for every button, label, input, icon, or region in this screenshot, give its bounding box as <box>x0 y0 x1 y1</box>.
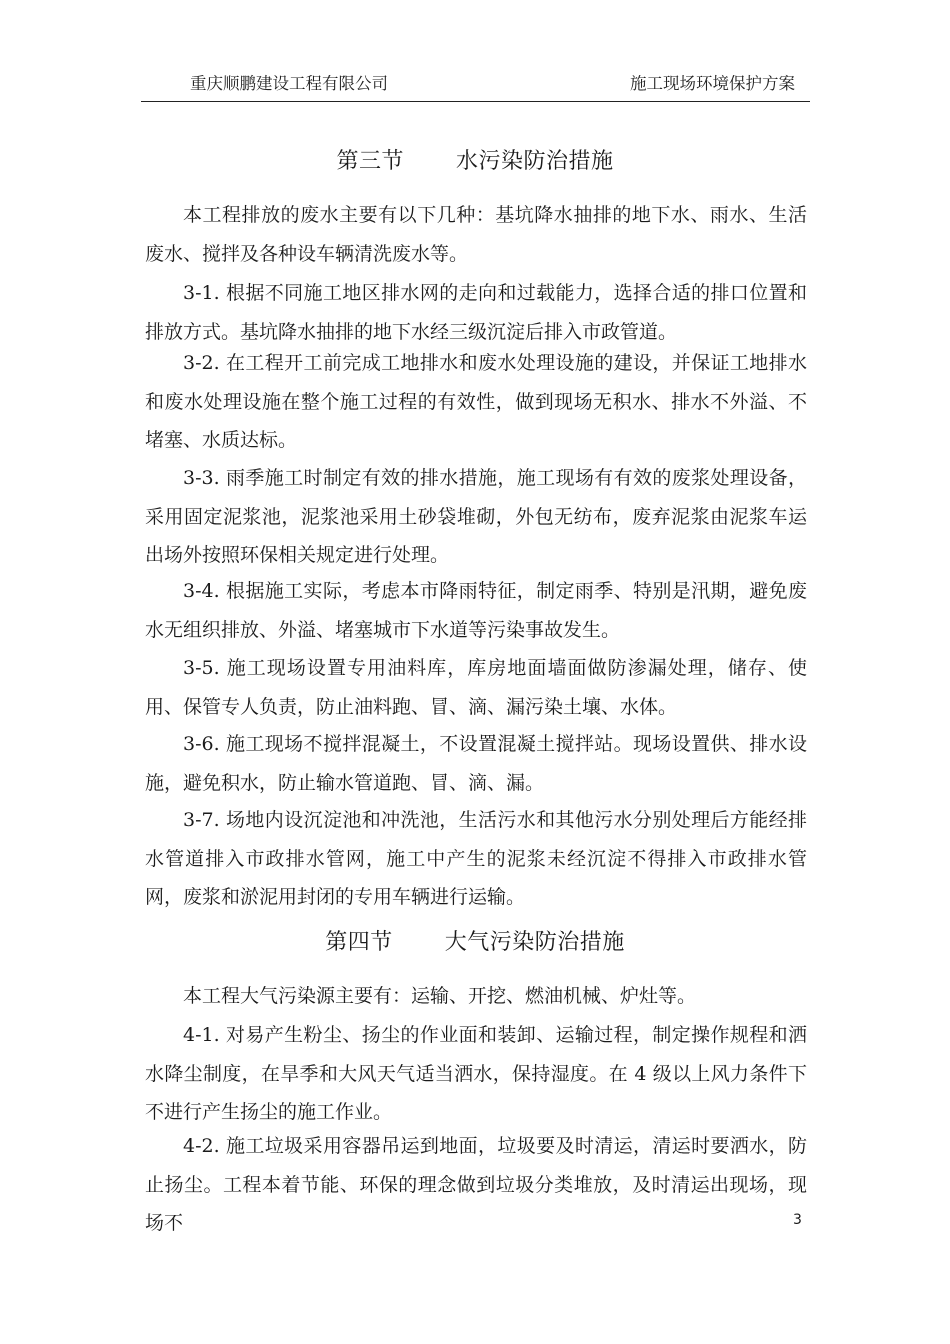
item-3-6: 3-6. 施工现场不搅拌混凝土，不设置混凝土搅拌站。现场设置供、排水设施，避免积水，防止输水管道跑、冒、滴、漏。 <box>145 733 807 794</box>
section-4-title: 大气污染防治措施 <box>444 930 625 955</box>
header-doc-title: 施工现场环境保护方案 <box>630 74 795 93</box>
section-4-intro: 本工程大气污染源主要有：运输、开挖、燃油机械、炉灶等。 <box>183 985 697 1007</box>
section-3-heading <box>0 144 950 175</box>
item-3-1: 3-1. 根据不同施工地区排水网的走向和过载能力，选择合适的排口位置和排放方式。基坑降水抽排的地下水经三级沉淀后排入市政管道。 <box>145 282 807 343</box>
item-4-1: 4-1. 对易产生粉尘、扬尘的作业面和装卸、运输过程，制定操作规程和洒水降尘制度，在旱季和大风天气适当洒水，保持湿度。在 4 级以上风力条件下不进行产生扬尘的施工作业。 <box>145 1024 807 1124</box>
item-3-7: 3-7. 场地内设沉淀池和冲洗池，生活污水和其他污水分别处理后方能经排水管道排入市政排水管网，施工中产生的泥浆未经沉淀不得排入市政排水管网，废浆和淤泥用封闭的专用车辆进行运输。 <box>145 809 807 909</box>
section-3-number: 第三节 <box>336 149 404 174</box>
section-3-title: 水污染防治措施 <box>456 149 614 174</box>
item-3-5: 3-5. 施工现场设置专用油料库，库房地面墙面做防渗漏处理，储存、使用、保管专人负责，防止油料跑、冒、滴、漏污染土壤、水体。 <box>145 657 807 718</box>
item-3-2: 3-2. 在工程开工前完成工地排水和废水处理设施的建设，并保证工地排水和废水处理设施在整个施工过程的有效性，做到现场无积水、排水不外溢、不堵塞、水质达标。 <box>145 352 807 452</box>
header-rule <box>141 101 810 102</box>
header-company: 重庆顺鹏建设工程有限公司 <box>190 74 388 93</box>
section-4-number: 第四节 <box>325 930 393 955</box>
section-3-intro: 本工程排放的废水主要有以下几种：基坑降水抽排的地下水、雨水、生活废水、搅拌及各种设车辆清洗废水等。 <box>145 204 807 265</box>
page-number: 3 <box>793 1212 802 1228</box>
item-3-3: 3-3. 雨季施工时制定有效的排水措施，施工现场有有效的废浆处理设备，采用固定泥浆池，泥浆池采用土砂袋堆砌，外包无纺布，废弃泥浆由泥浆车运出场外按照环保相关规定进行处理。 <box>145 467 807 567</box>
item-3-4: 3-4. 根据施工实际，考虑本市降雨特征，制定雨季、特别是汛期，避免废水无组织排放、外溢、堵塞城市下水道等污染事故发生。 <box>145 580 807 641</box>
item-4-2: 4-2. 施工垃圾采用容器吊运到地面，垃圾要及时清运，清运时要洒水，防止扬尘。工程本着节能、环保的理念做到垃圾分类堆放，及时清运出现场，现场不 <box>145 1135 807 1235</box>
section-4-heading <box>0 925 950 956</box>
